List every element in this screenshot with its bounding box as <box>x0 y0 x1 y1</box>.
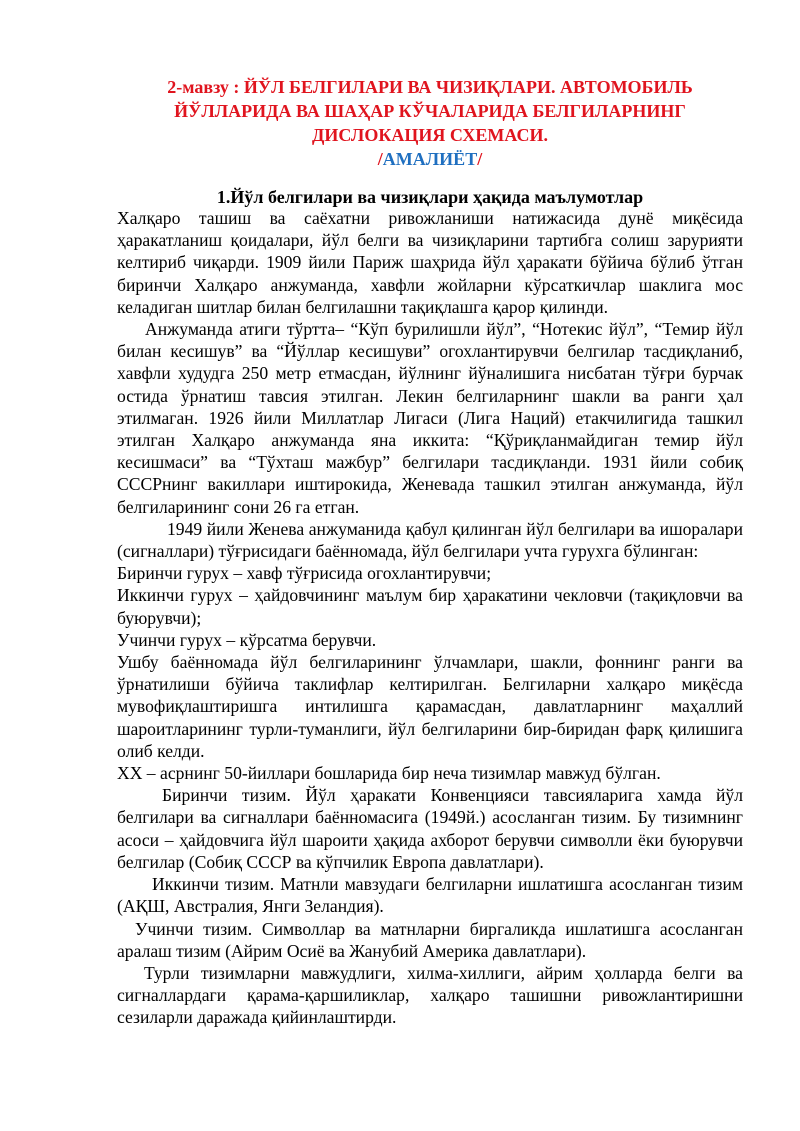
list-item: Иккинчи гурух – ҳайдовчининг маълум бир ҳаракатини чекловчи (тақиқловчи ва буюрувчи); <box>117 585 743 628</box>
subtitle-slash-close: / <box>477 149 483 169</box>
paragraph: Учинчи тизим. Символлар ва матнларни биргаликда ишлатишга асосланган аралаш тизим (Айрим Осиё ва Жанубий Америка давлатлари). <box>117 918 743 961</box>
paragraph: 1949 йили Женева анжуманида қабул қилинган йўл белгилари ва ишоралари (сигналлари) тўғрисидаги баённомада, йўл белгилари учта гурухга бўлинган: <box>117 518 743 562</box>
section-heading: 1.Йўл белгилари ва чизиқлари ҳақида маълумотлар <box>216 187 644 207</box>
title-line-3: ДИСЛОКАЦИЯ СХЕМАСИ. <box>311 125 549 145</box>
paragraph: Иккинчи тизим. Матнли мавзудаги белгиларни ишлатишга асосланган тизим (АҚШ, Австралия, Янги Зеландия). <box>117 874 743 917</box>
subtitle <box>117 147 743 171</box>
list-item: Биринчи гурух – хавф тўғрисида огохлантирувчи; <box>117 563 492 584</box>
title-line-2: ЙЎЛЛАРИДА ВА ШАҲАР КЎЧАЛАРИДА БЕЛГИЛАРНИНГ <box>174 101 686 121</box>
paragraph: Анжуманда атиги тўртта– “Кўп бурилишли йўл”, “Нотекис йўл”, “Темир йўл билан кесишув” ва “Йўллар кесишуви” огохлантирувчи белгилар тасдиқланиб, хавфли худудга 250 метр етмасдан, йўлнинг йўналишига нисбатан тўғри бурчак остида ўрнатиш тавсия этилган. Лекин белгиларнинг шакли ва ранги ҳал этилмаган. 1926 йили Миллатлар Лигаси (Лига Наций) етакчилигида ташкил этилган Халқаро анжуманда яна иккита: “Қўриқланмайдиган темир йўл кесишмаси” ва “Тўхташ мажбур” белгилари тасдиқланди. 1931 йили собиқ СССРнинг вакиллари иштирокида, Женевада ташкил этилган анжуманда, йўл белгиларининг сони 26 га етган. <box>117 319 743 517</box>
topic-title <box>117 75 743 171</box>
title-line-1: 2-мавзу : ЙЎЛ БЕЛГИЛАРИ ВА ЧИЗИҚЛАРИ. АВТОМОБИЛЬ <box>167 77 693 97</box>
paragraph: Халқаро ташиш ва саёхатни ривожланиши натижасида дунё миқёсида ҳаракатланиш қоидалари, йўл белги ва чизиқларини тартибга солиш зарурияти келтириб чиқарди. 1909 йили Париж шаҳрида йўл ҳаракати бўйича бўлиб ўтган биринчи Халқаро анжуманда, хавфли жойларни кўрсаткичлар шаклига мос келадиган шитлар билан белгилашни тақиқлашга қарор қилинди. <box>117 208 743 317</box>
body-text <box>117 207 743 1029</box>
subtitle-slash-open: / <box>377 149 383 169</box>
paragraph: Биринчи тизим. Йўл ҳаракати Конвенцияси тавсияларига хамда йўл белгилари ва сигналлари баённомасига (1949й.) асосланган тизим. Бу тизимнинг асоси – ҳайдовчига йўл шароити ҳақида ахборот берувчи символли ёки буюрувчи белгилар (Собиқ СССР ва кўпчилик Европа давлатлари). <box>117 785 743 872</box>
paragraph: XX – асрнинг 50-йиллари бошларида бир неча тизимлар мавжуд бўлган. <box>117 763 661 784</box>
paragraph: Ушбу баённомада йўл белгиларининг ўлчамлари, шакли, фоннинг ранги ва ўрнатилиши бўйича таклифлар келтирилган. Белгиларни халқаро миқёсда мувофиқлаштиришга интилишга қарамасдан, давлатларнинг маҳаллий шароитларининг турли-туманлиги, йўл белгиларини бир-биридан фарқ қилишига олиб келди. <box>117 652 743 761</box>
subtitle-text: АМАЛИЁТ <box>382 149 478 169</box>
list-item: Учинчи гурух – кўрсатма берувчи. <box>117 629 377 650</box>
paragraph: Турли тизимларни мавжудлиги, хилма-хиллиги, айрим ҳолларда белги ва сигналлардаги қарама-қаршиликлар, халқаро ташишни ривожлантиришни сезиларли даражада қийинлаштирди. <box>117 962 743 1028</box>
